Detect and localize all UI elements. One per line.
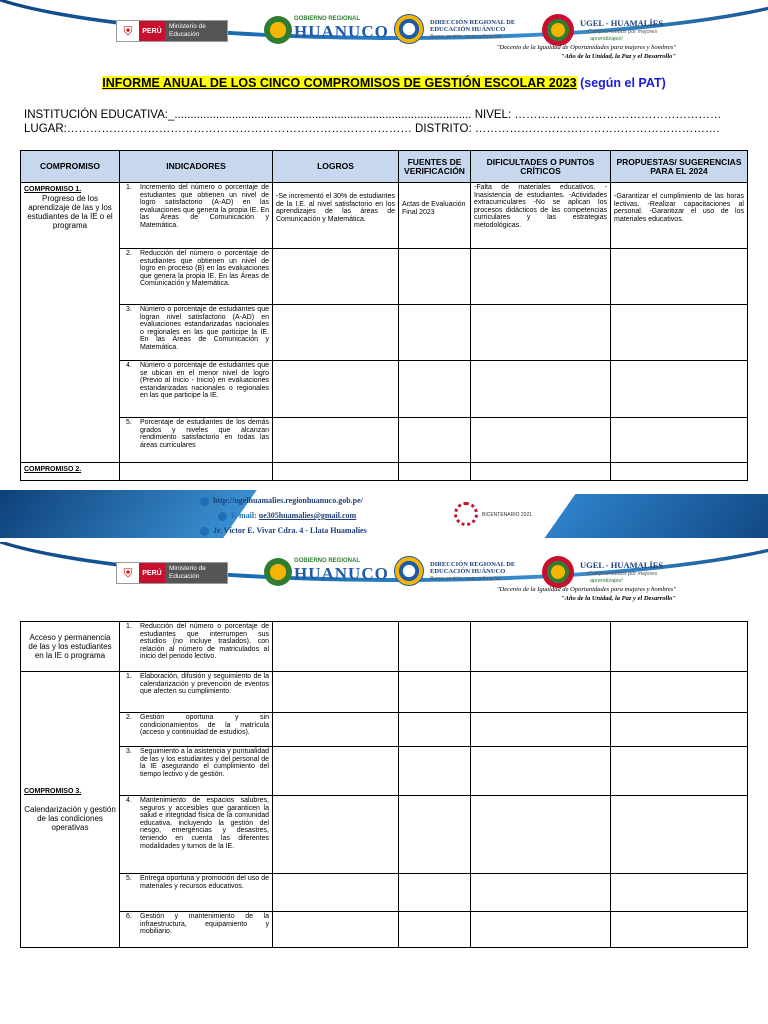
empty-cell: [273, 796, 399, 874]
ugel-logo: [542, 14, 682, 48]
header-indicadores: INDICADORES: [120, 151, 273, 183]
minedu-logo: [116, 562, 228, 584]
gore-small-text: GOBIERNO REGIONAL: [294, 16, 361, 22]
empty-cell: [471, 672, 611, 713]
indicator-text: Reducción del número o porcentaje de estudiantes que interrumpen sus estudios (no incluye traslados), con relación al número de matriculados al inicio del periodo lectivo.: [140, 623, 269, 661]
dificultades-cell: -Falta de materiales educativos. -Inasistencia de estudiantes. -Actividades extracurriculares -No se aplican los procesos didácticos de las competencias curriculares y las estrategias metodológicas.: [471, 183, 611, 249]
document-title: [0, 76, 768, 90]
peru-shield-icon: ⛨: [117, 21, 139, 41]
indicator-cell: [120, 361, 273, 418]
indicator-text: Mantenimiento de espacios salubres, seguros y accesibles que garanticen la salud e integridad física de la comunidad educativa, incluyendo la gestión del riesgo, emergencias y desastres, teniendo en cuenta las diferentes modalidades y turnos de la IE.: [140, 797, 269, 850]
ministerio-label: Ministerio de Educación: [165, 563, 227, 583]
empty-cell: [471, 361, 611, 418]
indicator-number: 2.: [126, 250, 132, 257]
dre-logo: [394, 14, 534, 46]
location-icon: [200, 527, 209, 536]
table-row: [21, 912, 748, 948]
empty-cell: [471, 622, 611, 672]
empty-cell: [273, 672, 399, 713]
indicator-number: 3.: [126, 306, 132, 313]
footer-address-line: [200, 526, 367, 536]
gore-small-text: GOBIERNO REGIONAL: [294, 558, 361, 564]
table-row: [21, 249, 748, 305]
ugel-tagline-2: aprendizajes!: [590, 36, 623, 42]
table-header-row: [21, 151, 748, 183]
page2-header-banner: [0, 542, 768, 608]
empty-cell: [471, 249, 611, 305]
indicator-text: Seguimiento a la asistencia y puntualidad de las y los estudiantes y del personal de la IE asegurando el cumplimiento del tiempo lectivo y de gestión.: [140, 748, 269, 778]
empty-cell: [273, 622, 399, 672]
indicator-number: 2.: [126, 714, 132, 721]
compromiso3-desc: Calendarización y gestión de las condiciones operativas: [24, 805, 116, 832]
header-compromiso: COMPROMISO: [21, 151, 120, 183]
ugel-name: UGEL - HUAMALÍES: [580, 560, 664, 570]
empty-cell: [273, 874, 399, 912]
empty-cell: [399, 622, 471, 672]
compromiso2-desc-cell: [21, 622, 120, 672]
indicator-text: Número o porcentaje de estudiantes que se ubican en el menor nivel de logro (Previo al inicio - Inicio) en evaluaciones estandarizadas nacionales o regionales en las que participe la IE.: [140, 362, 269, 400]
compromiso1-cell: [21, 183, 120, 463]
indicator-cell: [120, 622, 273, 672]
indicator-cell: [120, 874, 273, 912]
compromiso1-desc: Progreso de los aprendizaje de las y los estudiantes de la IE o el programa: [27, 194, 113, 230]
indicator-cell: [120, 305, 273, 361]
ugel-emblem-icon: [542, 556, 574, 588]
field-institucion-nivel: INSTITUCIÓN EDUCATIVA:_............................................................................................. NIVEL: ………………………………………………: [24, 109, 722, 121]
empty-cell: [273, 463, 399, 481]
compromiso3-label: COMPROMISO 3.: [24, 788, 82, 795]
ugel-logo: [542, 556, 682, 590]
empty-cell: [611, 912, 748, 948]
empty-cell: [471, 713, 611, 747]
empty-cell: [399, 361, 471, 418]
title-main: INFORME ANUAL DE LOS CINCO COMPROMISOS DE GESTIÓN ESCOLAR 2023: [102, 76, 577, 90]
indicator-cell: [120, 418, 273, 463]
gobierno-regional-logo: [264, 556, 389, 592]
header-logros: LOGROS: [273, 151, 399, 183]
table-row: [21, 418, 748, 463]
empty-cell: [399, 672, 471, 713]
bicentenario-logo-icon: [454, 502, 478, 526]
empty-cell: [471, 747, 611, 796]
empty-cell: [611, 463, 748, 481]
compromiso3-cell: [21, 672, 120, 948]
compromisos-table-page1: [20, 150, 748, 481]
empty-cell: [399, 912, 471, 948]
page1-header-banner: [0, 0, 768, 66]
empty-cell: [399, 249, 471, 305]
gore-big-text: HUANUCO: [294, 22, 389, 41]
indicator-text: Entrega oportuna y promoción del uso de materiales y recursos educativos.: [140, 875, 269, 890]
empty-cell: [273, 249, 399, 305]
empty-cell: [399, 874, 471, 912]
indicator-number: 3.: [126, 748, 132, 755]
empty-cell: [611, 672, 748, 713]
table-row: [21, 622, 748, 672]
indicator-text: Incremento del número o porcentaje de estudiantes que obtienen un nivel de logro satisfactorio (A-AD) en las evaluaciones que genera la propia IE. En las Áreas de Comunicación y Matemática.: [140, 184, 269, 229]
empty-cell: [471, 874, 611, 912]
empty-cell: [471, 796, 611, 874]
footer-url-line: [200, 496, 363, 506]
empty-cell: [611, 361, 748, 418]
dre-logo: [394, 556, 534, 588]
table-row: [21, 361, 748, 418]
compromiso1-label: COMPROMISO 1.: [24, 186, 82, 193]
table-row: [21, 796, 748, 874]
table-row: [21, 183, 748, 249]
dre-tagline: Buena gestión, mejor educación: [430, 576, 502, 582]
bicentenario-label: BICENTENARIO 2021: [482, 512, 533, 518]
indicator-cell: [120, 747, 273, 796]
indicator-cell: [120, 249, 273, 305]
empty-cell: [611, 874, 748, 912]
indicator-text: Reducción del número o porcentaje de estudiantes que obtienen un nivel de logro en proceso (B) en las evaluaciones que genera la propia IE. En las Áreas de Comunicación y Matemática.: [140, 250, 269, 288]
empty-cell: [471, 463, 611, 481]
empty-cell: [611, 622, 748, 672]
empty-cell: [399, 713, 471, 747]
dre-name: DIRECCIÓN REGIONAL DE EDUCACIÓN HUÁNUCO: [430, 561, 516, 575]
indicator-number: 1.: [126, 623, 132, 630]
empty-cell: [120, 463, 273, 481]
indicator-cell: [120, 672, 273, 713]
header-dificultades: DIFICULTADES O PUNTOS CRÍTICOS: [471, 151, 611, 183]
peru-label: PERÚ: [139, 21, 165, 41]
indicator-cell: [120, 183, 273, 249]
page1-footer: [0, 486, 768, 542]
empty-cell: [273, 747, 399, 796]
empty-cell: [273, 418, 399, 463]
empty-cell: [611, 796, 748, 874]
title-sub: (según el PAT): [580, 76, 666, 90]
indicator-number: 6.: [126, 913, 132, 920]
empty-cell: [471, 418, 611, 463]
footer-url[interactable]: http://ugelhuamalies.regionhuanuco.gob.pe/: [213, 496, 363, 505]
empty-cell: [399, 463, 471, 481]
footer-email-label: E-mail:: [231, 511, 257, 520]
field-lugar-distrito: LUGAR:……………………………………………………………………………… DISTRITO: ……………………………………………………….: [24, 123, 720, 135]
gore-emblem-icon: [264, 16, 292, 44]
email-icon: [218, 512, 227, 521]
indicator-text: Número o porcentaje de estudiantes que logran nivel satisfactorio (A-AD) en evaluaciones estandarizadas nacionales o regionales en las que participe la IE. En las Áreas de Comunicación y Matemática.: [140, 306, 269, 351]
ugel-tagline-2: aprendizajes!: [590, 578, 623, 584]
logros-cell: -Se incrementó el 30% de estudiantes de la I.E. al nivel satisfactorio en los aprendizajes de las áreas de Comunicación y Matemática.: [273, 183, 399, 249]
compromisos-table-page2: [20, 621, 748, 948]
ugel-name: UGEL - HUAMALÍES: [580, 18, 664, 28]
decenio-motto: "Decenio de la Igualdad de Oportunidades para mujeres y hombres": [496, 586, 676, 593]
indicator-cell: [120, 796, 273, 874]
footer-swoosh-right: [545, 494, 768, 538]
footer-email-line: [218, 511, 356, 521]
indicator-number: 4.: [126, 362, 132, 369]
indicator-number: 4.: [126, 797, 132, 804]
empty-cell: [611, 747, 748, 796]
compromiso2-desc: Acceso y permanencia de las y los estudiantes en la IE o programa: [28, 633, 112, 660]
indicator-number: 5.: [126, 419, 132, 426]
empty-cell: [611, 418, 748, 463]
compromiso2-cell: [21, 463, 120, 481]
empty-cell: [611, 305, 748, 361]
propuestas-cell: -Garantizar el cumplimiento de las horas lectivas. -Realizar capacitaciones al personal. -Garantizar el uso de los materiales educativos.: [611, 183, 748, 249]
empty-cell: [611, 713, 748, 747]
peru-shield-icon: ⛨: [117, 563, 139, 583]
dre-emblem-icon: [394, 14, 424, 44]
minedu-logo: [116, 20, 228, 42]
empty-cell: [471, 912, 611, 948]
ugel-emblem-icon: [542, 14, 574, 46]
gore-emblem-icon: [264, 558, 292, 586]
empty-cell: [399, 747, 471, 796]
table-row: [21, 747, 748, 796]
table-row: [21, 713, 748, 747]
globe-icon: [200, 497, 209, 506]
gobierno-regional-logo: [264, 14, 389, 50]
empty-cell: [273, 305, 399, 361]
indicator-text: Gestión oportuna y sin condicionamientos de la matrícula (acceso y continuidad de estudios).: [140, 714, 269, 737]
ano-motto: "Año de la Unidad, la Paz y el Desarrollo": [560, 595, 676, 602]
gore-big-text: HUANUCO: [294, 564, 389, 583]
indicator-text: Elaboración, difusión y seguimiento de la calendarización y prevención de eventos que afecten su cumplimiento.: [140, 673, 269, 696]
ano-motto: "Año de la Unidad, la Paz y el Desarrollo": [560, 53, 676, 60]
indicator-text: Gestión y mantenimiento de la infraestructura, equipamiento y mobiliario.: [140, 913, 269, 936]
ugel-tagline-1: ¡Comprometidos por mejores: [586, 571, 658, 577]
indicator-cell: [120, 713, 273, 747]
table-row: [21, 874, 748, 912]
empty-cell: [471, 305, 611, 361]
dre-name: DIRECCIÓN REGIONAL DE EDUCACIÓN HUÁNUCO: [430, 19, 516, 33]
empty-cell: [273, 361, 399, 418]
indicator-cell: [120, 912, 273, 948]
fuentes-cell: Actas de Evaluación Final 2023: [399, 183, 471, 249]
header-propuestas: PROPUESTAS/ SUGERENCIAS PARA EL 2024: [611, 151, 748, 183]
empty-cell: [399, 418, 471, 463]
decenio-motto: "Decenio de la Igualdad de Oportunidades para mujeres y hombres": [496, 44, 676, 51]
header-fuentes: FUENTES DE VERIFICACIÓN: [399, 151, 471, 183]
indicator-text: Porcentaje de estudiantes de los demás grados y niveles que alcanzan rendimiento satisfactorio en todas las áreas curriculares: [140, 419, 269, 449]
form-fields: [24, 108, 721, 136]
peru-label: PERÚ: [139, 563, 165, 583]
ugel-tagline-1: ¡Comprometidos por mejores: [586, 29, 658, 35]
empty-cell: [611, 249, 748, 305]
dre-emblem-icon: [394, 556, 424, 586]
empty-cell: [399, 305, 471, 361]
indicator-number: 1.: [126, 673, 132, 680]
empty-cell: [273, 912, 399, 948]
compromiso2-label: COMPROMISO 2.: [24, 466, 82, 473]
footer-address: Jr. Víctor E. Vivar Cdra. 4 - Llata Huamalíes: [213, 526, 367, 535]
ministerio-label: Ministerio de Educación: [165, 21, 227, 41]
indicator-number: 1.: [126, 184, 132, 191]
empty-cell: [273, 713, 399, 747]
table-row: [21, 672, 748, 713]
empty-cell: [399, 796, 471, 874]
dre-tagline: Buena gestión, mejor educación: [430, 34, 502, 40]
table-row: [21, 463, 748, 481]
indicator-number: 5.: [126, 875, 132, 882]
footer-email[interactable]: ue305huamalies@gmail.com: [258, 511, 357, 520]
table-row: [21, 305, 748, 361]
